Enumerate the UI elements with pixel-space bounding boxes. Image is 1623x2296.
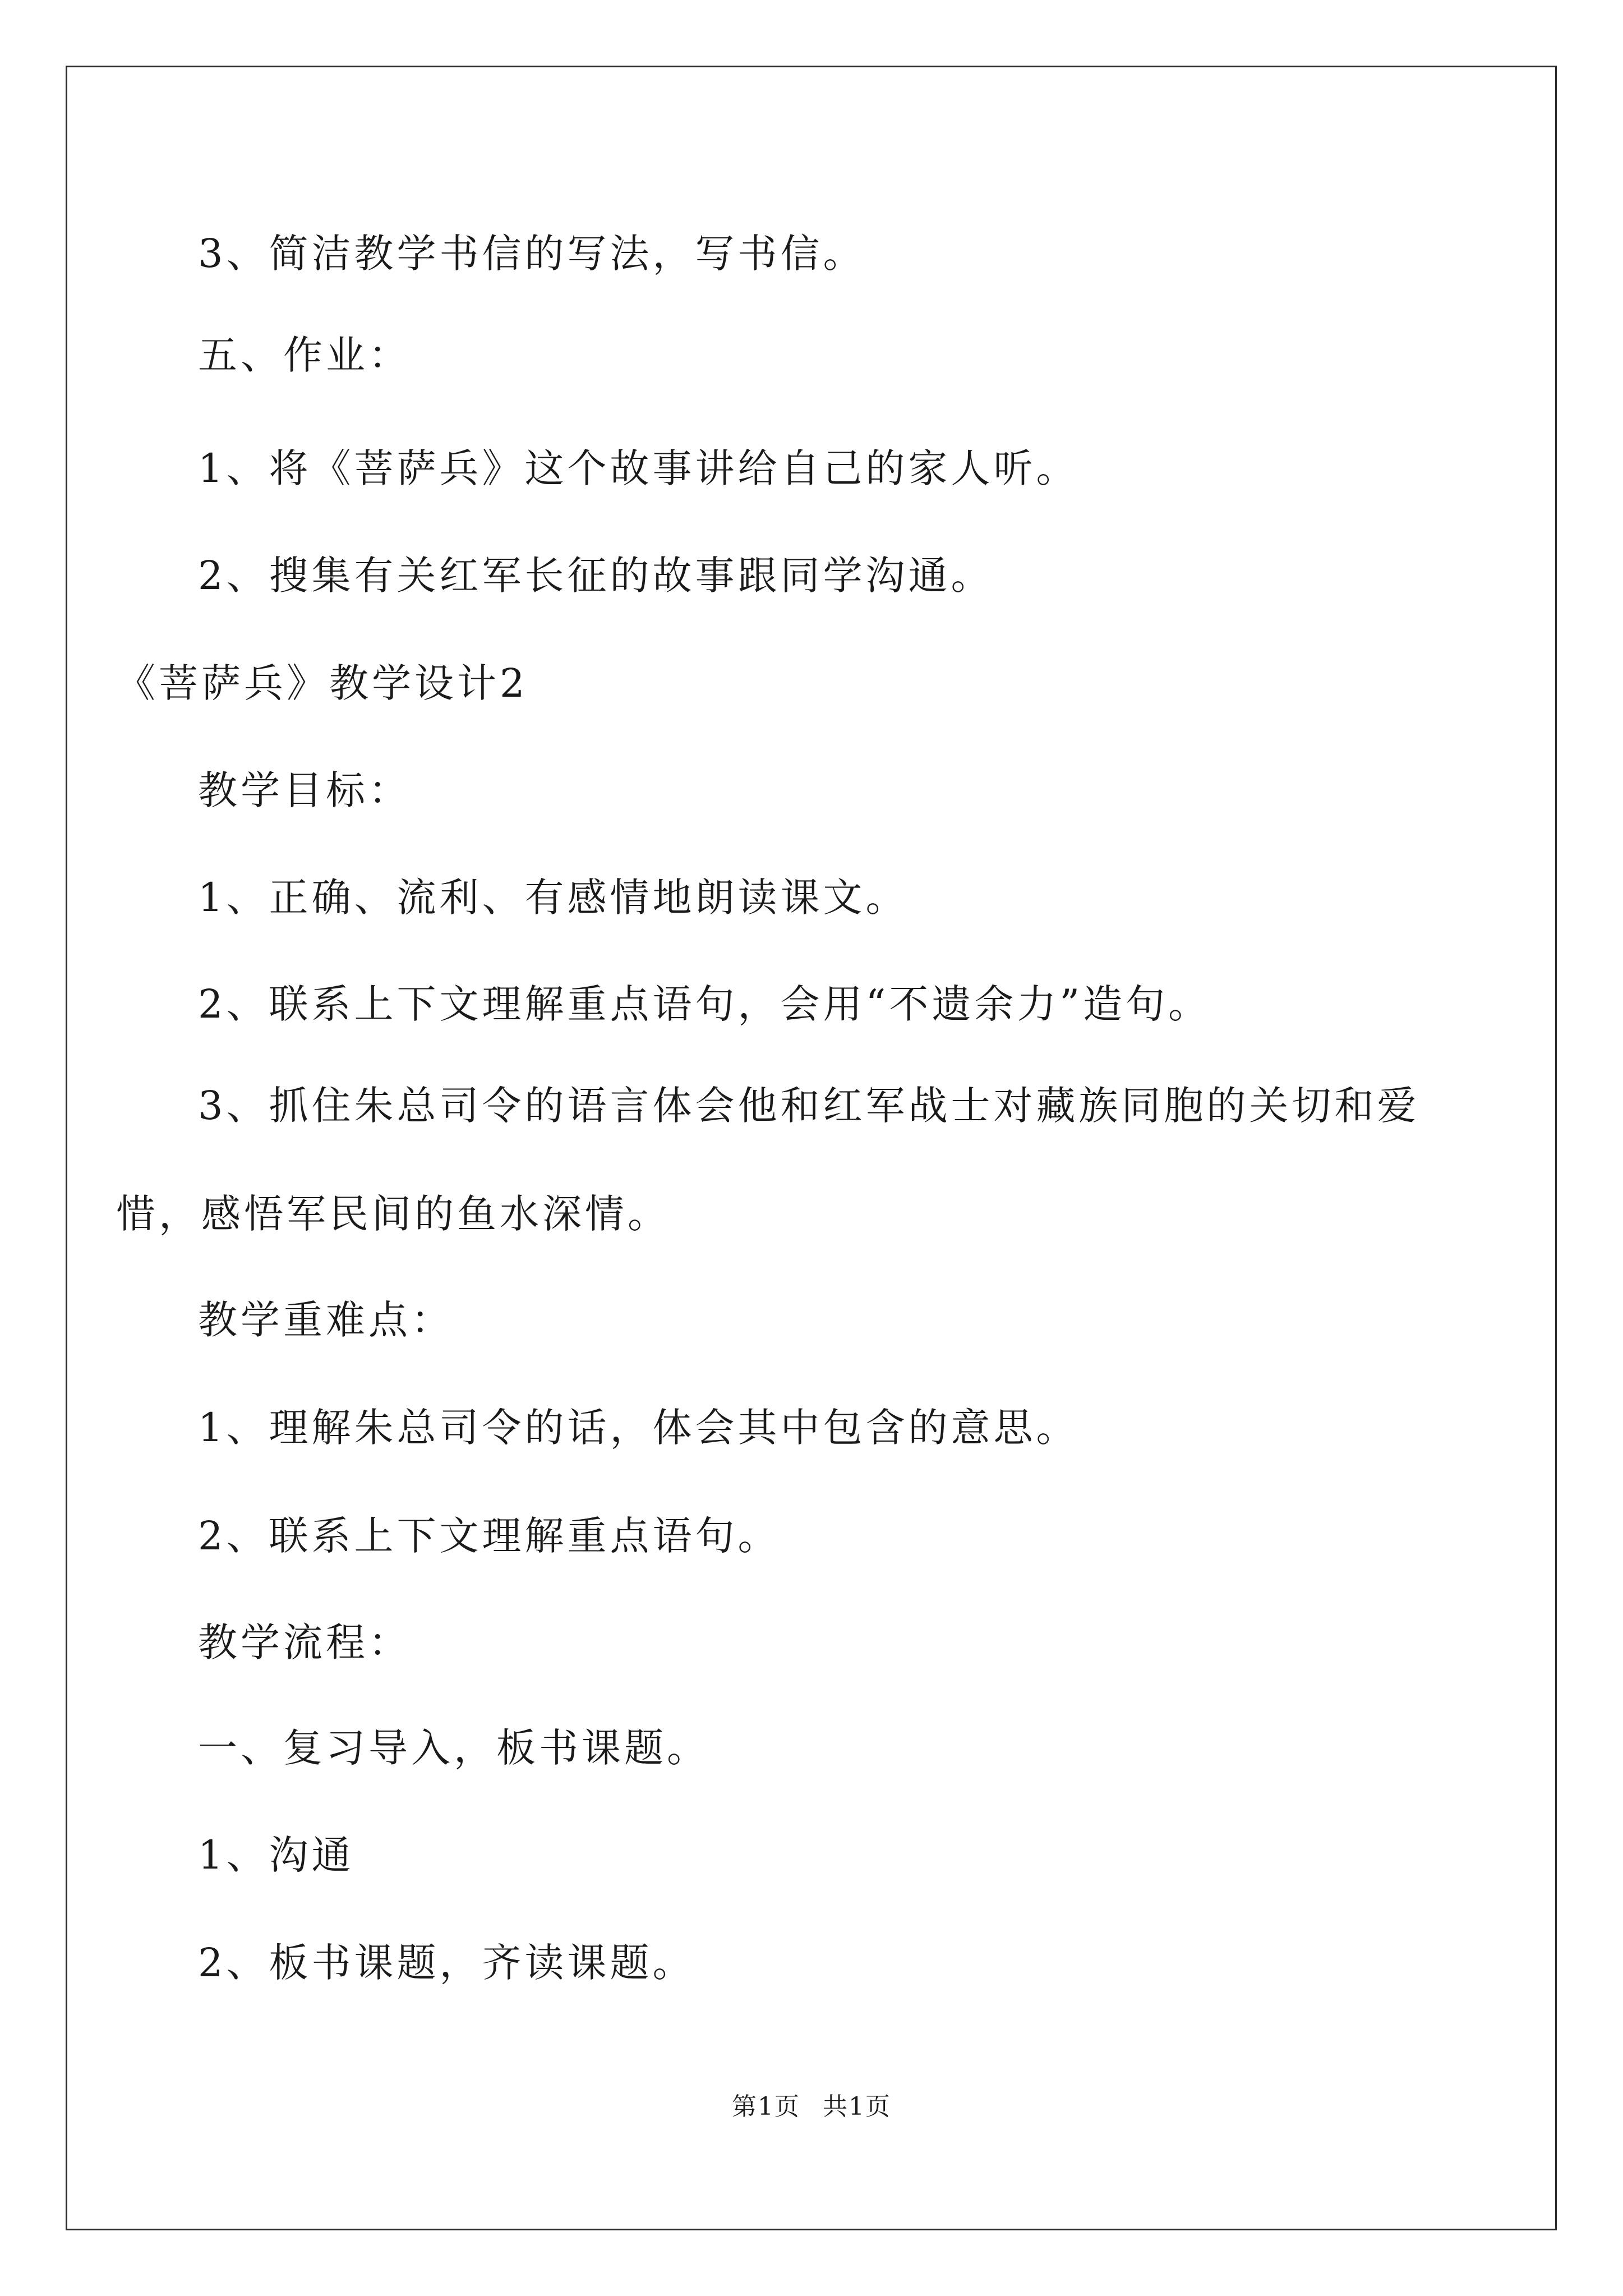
paragraph-line: 3、抓住朱总司令的语言体会他和红军战士对藏族同胞的关切和爱	[198, 1083, 1420, 1129]
paragraph-line: 2、联系上下文理解重点语句。	[198, 1513, 781, 1559]
paragraph-line-continued: 惜，感悟军民间的鱼水深情。	[116, 1191, 670, 1237]
section-heading: 教学目标：	[198, 767, 411, 813]
document-title: 《菩萨兵》教学设计2	[116, 660, 528, 706]
paragraph-line: 2、板书课题，齐读课题。	[198, 1940, 695, 1986]
paragraph-line: 1、理解朱总司令的话，体会其中包含的意思。	[198, 1405, 1079, 1451]
section-heading: 教学重难点：	[198, 1297, 454, 1343]
section-heading: 五、作业：	[198, 332, 411, 378]
paragraph-line: 2、联系上下文理解重点语句，会用“不遗余力”造句。	[198, 981, 1211, 1027]
paragraph-line: 3、简洁教学书信的写法，写书信。	[198, 231, 866, 277]
paragraph-line: 1、沟通	[198, 1832, 354, 1878]
section-heading: 教学流程：	[198, 1619, 411, 1665]
page-footer	[0, 2091, 1623, 2123]
page-number: 第1页	[732, 2092, 800, 2121]
page-total: 共1页	[823, 2092, 891, 2121]
paragraph-line: 1、正确、流利、有感情地朗读课文。	[198, 875, 909, 921]
paragraph-line: 1、将《菩萨兵》这个故事讲给自己的家人听。	[198, 445, 1079, 491]
page-border	[66, 66, 1557, 2230]
paragraph-line: 2、搜集有关红军长征的故事跟同学沟通。	[198, 553, 994, 599]
paragraph-line: 一、复习导入，板书课题。	[198, 1725, 709, 1771]
